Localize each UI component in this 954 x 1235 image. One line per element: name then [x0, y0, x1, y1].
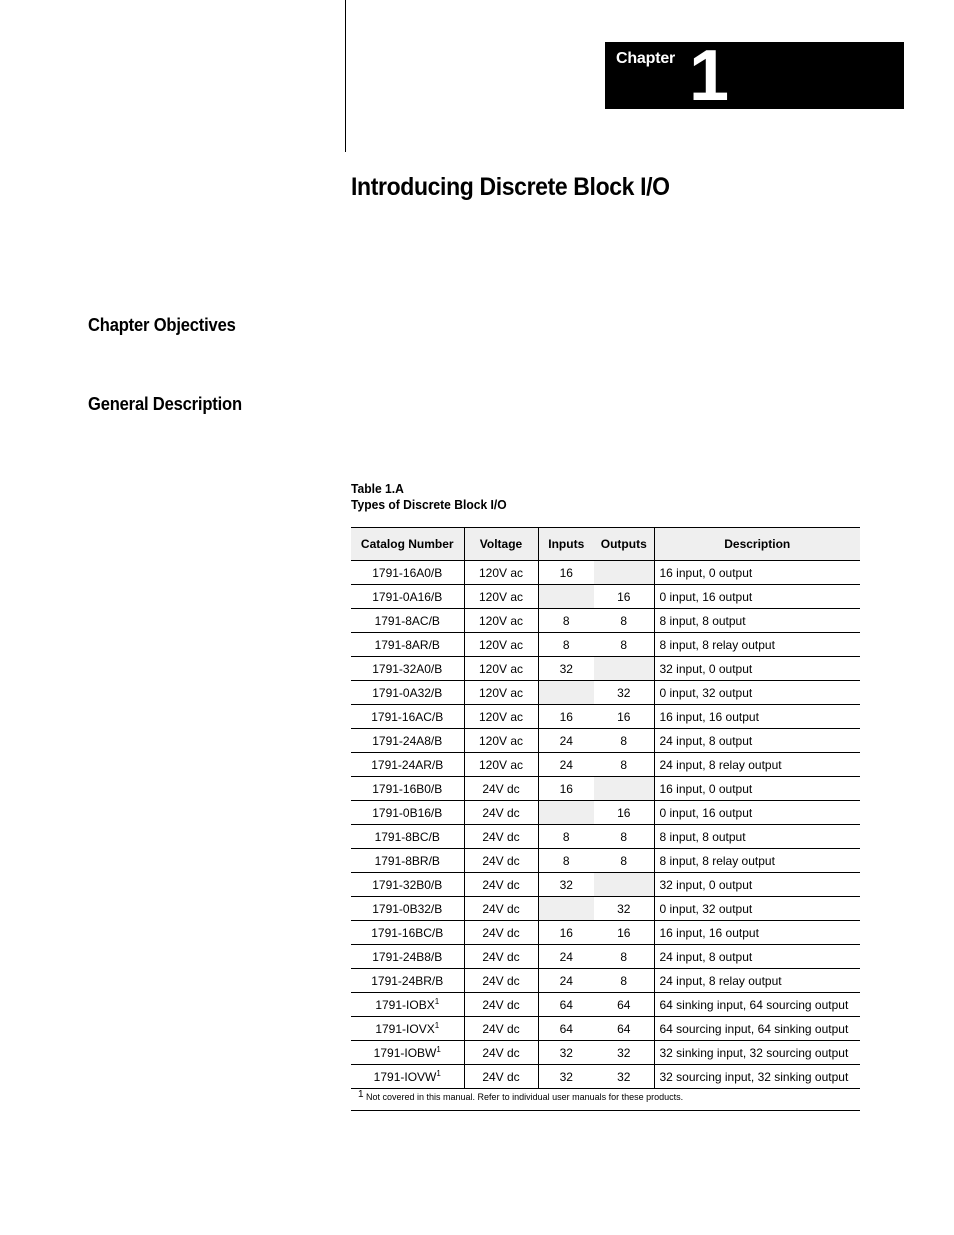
cell-inputs-text: 8	[562, 853, 570, 868]
table-row	[351, 969, 860, 993]
table-row	[351, 585, 860, 609]
table-row	[351, 921, 860, 945]
cell-description	[654, 657, 860, 681]
cell-catalog-number-text: 1791-16BC/B	[371, 925, 444, 940]
cell-outputs	[594, 849, 654, 873]
table-footnote	[351, 1087, 860, 1111]
cell-inputs-text: 16	[559, 781, 573, 796]
cell-description-text: 24 input, 8 relay output	[659, 757, 782, 772]
cell-catalog-number-text: 1791-IOVX	[375, 1021, 435, 1036]
cell-inputs	[538, 681, 594, 705]
cell-inputs	[538, 945, 594, 969]
cell-voltage	[464, 1065, 538, 1089]
cell-description	[654, 561, 860, 585]
cell-outputs-text: 32	[617, 685, 631, 700]
cell-voltage	[464, 849, 538, 873]
cell-voltage	[464, 585, 538, 609]
cell-description	[654, 1065, 860, 1089]
table-body	[351, 561, 860, 1089]
cell-voltage	[464, 969, 538, 993]
cell-description	[654, 681, 860, 705]
cell-description	[654, 609, 860, 633]
cell-description	[654, 801, 860, 825]
cell-description-text: 24 input, 8 output	[659, 949, 753, 964]
cell-description	[654, 705, 860, 729]
cell-catalog-number	[351, 873, 464, 897]
cell-description	[654, 849, 860, 873]
cell-inputs	[538, 777, 594, 801]
chapter-label: Chapter	[616, 50, 676, 67]
cell-outputs-text: 32	[617, 1045, 631, 1060]
cell-description	[654, 993, 860, 1017]
cell-inputs-text: 64	[559, 997, 573, 1012]
cell-inputs	[538, 753, 594, 777]
cell-voltage-text: 24V dc	[482, 829, 520, 844]
cell-inputs	[538, 609, 594, 633]
cell-voltage	[464, 729, 538, 753]
cell-catalog-number-text: 1791-IOBX	[375, 997, 435, 1012]
cell-outputs	[594, 753, 654, 777]
cell-voltage-text: 24V dc	[482, 877, 520, 892]
header-outputs: Outputs	[594, 528, 654, 561]
table-row	[351, 633, 860, 657]
cell-catalog-number-text: 1791-24BR/B	[371, 973, 444, 988]
cell-voltage	[464, 993, 538, 1017]
cell-outputs-text: 16	[617, 805, 631, 820]
cell-catalog-number-text: 1791-8AR/B	[374, 637, 440, 652]
cell-voltage	[464, 825, 538, 849]
cell-description-text: 24 input, 8 output	[659, 733, 753, 748]
cell-description	[654, 969, 860, 993]
cell-catalog-number	[351, 681, 464, 705]
footnote-reference: 1	[434, 1020, 440, 1030]
cell-outputs-text: 32	[617, 901, 631, 916]
cell-catalog-number-text: 1791-32A0/B	[372, 661, 443, 676]
cell-catalog-number	[351, 633, 464, 657]
cell-outputs	[594, 921, 654, 945]
cell-description-text: 64 sourcing input, 64 sinking output	[659, 1021, 849, 1036]
cell-description-text: 32 sourcing input, 32 sinking output	[659, 1069, 849, 1084]
cell-inputs-text: 24	[559, 733, 573, 748]
header-voltage: Voltage	[464, 528, 538, 561]
cell-catalog-number	[351, 1017, 464, 1041]
cell-outputs	[594, 633, 654, 657]
cell-description	[654, 921, 860, 945]
cell-inputs	[538, 897, 594, 921]
cell-description	[654, 945, 860, 969]
cell-catalog-number	[351, 921, 464, 945]
cell-inputs	[538, 801, 594, 825]
table-row	[351, 897, 860, 921]
cell-voltage-text: 24V dc	[482, 973, 520, 988]
page-title: Introducing Discrete Block I/O	[351, 173, 670, 201]
cell-voltage	[464, 921, 538, 945]
cell-outputs	[594, 777, 654, 801]
cell-description-text: 8 input, 8 relay output	[659, 637, 775, 652]
cell-voltage-text: 120V ac	[478, 589, 524, 604]
cell-inputs-text: 64	[559, 1021, 573, 1036]
cell-voltage	[464, 1041, 538, 1065]
cell-description-text: 16 input, 16 output	[659, 925, 759, 940]
cell-description	[654, 1041, 860, 1065]
cell-catalog-number-text: 1791-16A0/B	[372, 565, 443, 580]
cell-inputs	[538, 993, 594, 1017]
io-types-table	[351, 527, 860, 1089]
cell-voltage-text: 120V ac	[478, 565, 524, 580]
cell-outputs-text: 32	[617, 1069, 631, 1084]
cell-description	[654, 585, 860, 609]
cell-inputs	[538, 1065, 594, 1089]
cell-description-text: 16 input, 0 output	[659, 781, 753, 796]
cell-outputs	[594, 969, 654, 993]
cell-inputs-text: 24	[559, 949, 573, 964]
cell-description-text: 0 input, 32 output	[659, 685, 753, 700]
cell-inputs-text: 32	[559, 877, 573, 892]
cell-description-text: 8 input, 8 output	[659, 613, 746, 628]
cell-catalog-number	[351, 897, 464, 921]
cell-voltage-text: 24V dc	[482, 781, 520, 796]
chapter-banner	[605, 36, 904, 116]
table-row	[351, 1017, 860, 1041]
cell-description-text: 32 input, 0 output	[659, 661, 753, 676]
table-row	[351, 657, 860, 681]
table-caption	[351, 481, 507, 513]
cell-inputs-text: 16	[559, 925, 573, 940]
cell-outputs	[594, 1041, 654, 1065]
cell-inputs	[538, 1041, 594, 1065]
cell-voltage-text: 120V ac	[478, 685, 524, 700]
cell-catalog-number	[351, 849, 464, 873]
cell-voltage-text: 120V ac	[478, 661, 524, 676]
cell-inputs	[538, 561, 594, 585]
cell-description	[654, 825, 860, 849]
cell-inputs-text: 32	[559, 661, 573, 676]
cell-voltage-text: 120V ac	[478, 613, 524, 628]
section-heading-description: General Description	[88, 394, 242, 414]
footnote-reference: 1	[436, 1044, 441, 1054]
cell-voltage-text: 24V dc	[482, 901, 520, 916]
cell-catalog-number-text: 1791-24AR/B	[371, 757, 444, 772]
table-row	[351, 705, 860, 729]
cell-inputs	[538, 921, 594, 945]
table-row	[351, 561, 860, 585]
cell-inputs	[538, 1017, 594, 1041]
cell-voltage	[464, 801, 538, 825]
table-row	[351, 609, 860, 633]
cell-voltage-text: 24V dc	[482, 949, 520, 964]
cell-voltage-text: 24V dc	[482, 1069, 520, 1084]
table-row	[351, 873, 860, 897]
cell-inputs	[538, 657, 594, 681]
table-row	[351, 753, 860, 777]
cell-outputs	[594, 705, 654, 729]
cell-voltage	[464, 705, 538, 729]
cell-outputs	[594, 585, 654, 609]
table-caption-id: Table 1.A	[351, 481, 404, 496]
cell-inputs-text: 32	[559, 1045, 573, 1060]
section-heading-objectives: Chapter Objectives	[88, 315, 236, 335]
cell-inputs	[538, 585, 594, 609]
cell-inputs-text: 24	[559, 973, 573, 988]
cell-catalog-number-text: 1791-0A16/B	[372, 589, 443, 604]
cell-description	[654, 897, 860, 921]
cell-voltage	[464, 873, 538, 897]
cell-catalog-number-text: 1791-8BR/B	[374, 853, 440, 868]
table-row	[351, 681, 860, 705]
cell-inputs-text: 8	[562, 637, 570, 652]
cell-description-text: 8 input, 8 output	[659, 829, 746, 844]
cell-voltage-text: 24V dc	[482, 805, 520, 820]
cell-voltage	[464, 681, 538, 705]
cell-catalog-number-text: 1791-0A32/B	[372, 685, 443, 700]
cell-description-text: 0 input, 16 output	[659, 589, 753, 604]
cell-description-text: 24 input, 8 relay output	[659, 973, 782, 988]
cell-outputs-text: 8	[620, 733, 628, 748]
cell-outputs-text: 16	[617, 709, 631, 724]
cell-catalog-number	[351, 657, 464, 681]
cell-catalog-number-text: 1791-0B32/B	[372, 901, 443, 916]
cell-outputs	[594, 801, 654, 825]
cell-description	[654, 753, 860, 777]
table-row	[351, 849, 860, 873]
header-description: Description	[654, 528, 860, 561]
cell-voltage	[464, 897, 538, 921]
cell-description-text: 32 sinking input, 32 sourcing output	[659, 1045, 849, 1060]
cell-outputs	[594, 729, 654, 753]
cell-description-text: 16 input, 16 output	[659, 709, 759, 724]
table-row	[351, 1065, 860, 1089]
cell-outputs-text: 8	[620, 829, 628, 844]
cell-inputs	[538, 705, 594, 729]
cell-catalog-number	[351, 753, 464, 777]
cell-inputs	[538, 969, 594, 993]
cell-catalog-number-text: 1791-0B16/B	[372, 805, 443, 820]
cell-outputs	[594, 897, 654, 921]
cell-outputs	[594, 561, 654, 585]
cell-voltage-text: 24V dc	[482, 1045, 520, 1060]
cell-voltage-text: 120V ac	[478, 757, 524, 772]
cell-inputs	[538, 873, 594, 897]
cell-outputs	[594, 681, 654, 705]
cell-voltage-text: 120V ac	[478, 733, 524, 748]
cell-catalog-number-text: 1791-8AC/B	[374, 613, 440, 628]
cell-inputs-text: 8	[562, 829, 570, 844]
cell-voltage	[464, 753, 538, 777]
cell-description-text: 0 input, 32 output	[659, 901, 753, 916]
cell-outputs	[594, 1065, 654, 1089]
cell-catalog-number-text: 1791-8BC/B	[374, 829, 440, 844]
footnote-mark: 1	[358, 1089, 364, 1100]
table-row	[351, 729, 860, 753]
header-catalog-number: Catalog Number	[351, 528, 464, 561]
cell-catalog-number-text: 1791-16B0/B	[372, 781, 443, 796]
cell-outputs-text: 8	[620, 853, 628, 868]
cell-voltage	[464, 657, 538, 681]
table-row	[351, 1041, 860, 1065]
cell-catalog-number-text: 1791-32B0/B	[372, 877, 443, 892]
cell-inputs-text: 32	[559, 1069, 573, 1084]
cell-catalog-number	[351, 993, 464, 1017]
cell-outputs	[594, 945, 654, 969]
cell-description	[654, 873, 860, 897]
cell-inputs	[538, 849, 594, 873]
cell-catalog-number	[351, 609, 464, 633]
cell-outputs-text: 8	[620, 757, 628, 772]
cell-catalog-number	[351, 705, 464, 729]
table-row	[351, 825, 860, 849]
cell-inputs	[538, 729, 594, 753]
cell-description-text: 32 input, 0 output	[659, 877, 753, 892]
cell-catalog-number	[351, 801, 464, 825]
footnote-text: Not covered in this manual. Refer to individual user manuals for these products.	[366, 1092, 684, 1102]
cell-outputs-text: 16	[617, 925, 631, 940]
cell-outputs	[594, 657, 654, 681]
cell-voltage	[464, 1017, 538, 1041]
cell-outputs	[594, 825, 654, 849]
cell-voltage-text: 120V ac	[478, 637, 524, 652]
cell-outputs-text: 64	[617, 1021, 631, 1036]
cell-catalog-number	[351, 729, 464, 753]
table-caption-title: Types of Discrete Block I/O	[351, 497, 507, 512]
cell-voltage	[464, 945, 538, 969]
cell-voltage-text: 24V dc	[482, 925, 520, 940]
cell-voltage	[464, 777, 538, 801]
header-inputs: Inputs	[538, 528, 594, 561]
table-row	[351, 801, 860, 825]
cell-voltage-text: 24V dc	[482, 997, 520, 1012]
cell-outputs-text: 64	[617, 997, 631, 1012]
cell-inputs-text: 24	[559, 757, 573, 772]
cell-voltage-text: 24V dc	[482, 1021, 520, 1036]
cell-catalog-number	[351, 825, 464, 849]
cell-catalog-number-text: 1791-24B8/B	[372, 949, 443, 964]
cell-catalog-number-text: 1791-24A8/B	[372, 733, 443, 748]
cell-catalog-number	[351, 969, 464, 993]
cell-description	[654, 1017, 860, 1041]
cell-outputs	[594, 873, 654, 897]
cell-inputs-text: 8	[562, 613, 570, 628]
cell-catalog-number	[351, 777, 464, 801]
cell-catalog-number	[351, 561, 464, 585]
cell-description-text: 64 sinking input, 64 sourcing output	[659, 997, 849, 1012]
cell-inputs-text: 16	[559, 565, 573, 580]
cell-catalog-number	[351, 585, 464, 609]
cell-outputs-text: 16	[617, 589, 631, 604]
cell-catalog-number	[351, 1065, 464, 1089]
cell-inputs-text: 16	[559, 709, 573, 724]
cell-outputs	[594, 1017, 654, 1041]
cell-outputs	[594, 609, 654, 633]
chapter-number: 1	[689, 36, 730, 116]
cell-outputs	[594, 993, 654, 1017]
cell-catalog-number	[351, 1041, 464, 1065]
cell-voltage	[464, 609, 538, 633]
cell-voltage	[464, 561, 538, 585]
cell-description	[654, 777, 860, 801]
cell-voltage-text: 24V dc	[482, 853, 520, 868]
cell-inputs	[538, 633, 594, 657]
cell-description	[654, 729, 860, 753]
table-row	[351, 993, 860, 1017]
cell-description-text: 0 input, 16 output	[659, 805, 753, 820]
cell-outputs-text: 8	[620, 637, 628, 652]
cell-description-text: 8 input, 8 relay output	[659, 853, 775, 868]
cell-voltage	[464, 633, 538, 657]
cell-outputs-text: 8	[620, 613, 628, 628]
cell-catalog-number-text: 1791-IOBW	[373, 1045, 437, 1060]
cell-catalog-number-text: 1791-IOVW	[373, 1069, 437, 1084]
cell-catalog-number	[351, 945, 464, 969]
footnote-reference: 1	[434, 996, 440, 1006]
cell-inputs	[538, 825, 594, 849]
table-header-row	[351, 528, 860, 561]
footnote-reference: 1	[436, 1068, 441, 1078]
cell-voltage-text: 120V ac	[478, 709, 524, 724]
cell-description-text: 16 input, 0 output	[659, 565, 753, 580]
table-row	[351, 777, 860, 801]
table-row	[351, 945, 860, 969]
cell-outputs-text: 8	[620, 973, 628, 988]
cell-description	[654, 633, 860, 657]
margin-rule	[345, 0, 346, 152]
cell-outputs-text: 8	[620, 949, 628, 964]
cell-catalog-number-text: 1791-16AC/B	[371, 709, 444, 724]
